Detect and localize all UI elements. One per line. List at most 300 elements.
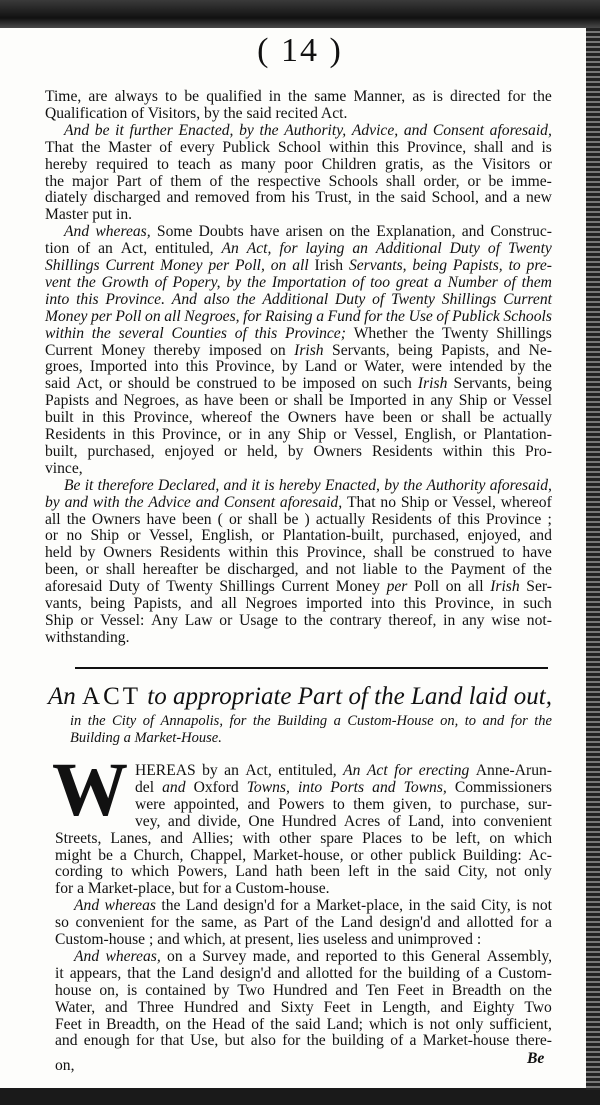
roman-text: or <box>493 392 507 410</box>
roman-text: Land <box>340 914 373 932</box>
roman-text: tion <box>45 240 70 258</box>
roman-text: Poll <box>413 578 440 596</box>
text-line <box>74 948 552 966</box>
italic-text: Fund <box>327 307 361 325</box>
roman-text: Province <box>485 510 542 528</box>
roman-text: Whether <box>353 324 408 342</box>
roman-text: as <box>432 155 446 173</box>
roman-text: a <box>485 964 493 982</box>
text-line <box>45 527 552 545</box>
roman-text: Act, <box>120 240 148 258</box>
roman-text: shall <box>386 172 416 190</box>
roman-text: Part <box>116 172 142 190</box>
roman-text: be <box>431 829 447 847</box>
roman-text: and <box>105 998 128 1016</box>
italic-text: Money <box>45 307 88 325</box>
roman-text: Custom-house ; and which, at present, lies useless and unimproved : <box>55 931 482 948</box>
roman-text: said <box>424 863 450 881</box>
roman-text: Children <box>321 155 377 173</box>
italic-text: Advice <box>148 493 191 511</box>
roman-text: that <box>160 1032 184 1050</box>
roman-text: be <box>205 561 221 579</box>
text-line <box>45 443 552 461</box>
roman-text: been <box>382 409 413 427</box>
roman-text: Negroes <box>245 595 298 612</box>
roman-text: from <box>255 189 286 207</box>
roman-text: and <box>247 795 270 813</box>
roman-text: of <box>387 812 401 830</box>
roman-text: for <box>150 914 169 932</box>
roman-text: Survey <box>202 947 247 965</box>
text-line <box>45 88 552 106</box>
text-line <box>45 240 552 258</box>
italic-text: on <box>145 307 161 325</box>
roman-text: a <box>544 914 552 932</box>
text-line <box>135 779 552 797</box>
roman-text: Feet <box>55 1015 82 1033</box>
italic-text: Shillings <box>45 257 100 274</box>
text-line <box>70 712 552 730</box>
roman-text: discharged, <box>227 561 299 579</box>
italic-text: Servants, <box>348 257 407 274</box>
roman-text: being <box>90 595 126 612</box>
text-line <box>45 511 552 529</box>
roman-text: to <box>439 795 452 813</box>
roman-text: this <box>402 947 425 965</box>
roman-text: built, <box>45 442 78 460</box>
italic-text: further <box>129 121 173 139</box>
italic-text: for <box>243 307 262 325</box>
roman-text: in <box>443 611 456 629</box>
roman-text: Shillings <box>496 324 552 342</box>
italic-text: An <box>343 762 361 779</box>
roman-text: vants, <box>45 595 82 612</box>
italic-text: per <box>386 578 408 596</box>
italic-text: for <box>364 307 383 325</box>
roman-text: only <box>455 1015 484 1033</box>
text-line <box>45 460 552 478</box>
roman-text: or <box>467 172 481 190</box>
roman-text: not <box>532 897 552 915</box>
roman-text: and <box>484 189 508 207</box>
roman-text: this <box>276 544 299 562</box>
text-line <box>45 325 552 343</box>
text-line <box>55 931 552 949</box>
italic-text: therefore <box>97 476 154 494</box>
roman-text: Land <box>185 897 218 915</box>
italic-text: being <box>412 257 448 274</box>
roman-text: that <box>127 964 151 982</box>
roman-text: Master <box>108 138 152 156</box>
italic-text: for <box>510 713 528 729</box>
roman-text: and <box>296 947 320 965</box>
italic-text: for <box>394 762 413 779</box>
roman-text: to <box>284 611 297 629</box>
italic-text: the <box>87 713 106 729</box>
roman-text: imported <box>305 595 363 612</box>
roman-text: Hundred <box>272 981 328 999</box>
roman-text: have <box>522 544 552 562</box>
roman-text: to <box>383 947 396 965</box>
italic-text: by <box>239 121 254 139</box>
roman-text: have <box>249 223 280 241</box>
roman-text: City, <box>458 863 488 881</box>
italic-text: whereas <box>104 897 156 915</box>
roman-text: Vessel <box>512 392 552 410</box>
roman-text: Qualification of Visitors, by the said recited Act. <box>45 104 348 122</box>
roman-text: Servants, <box>332 341 390 359</box>
roman-text: Land; <box>326 1015 363 1033</box>
italic-text: And <box>64 223 90 241</box>
roman-text: vince, <box>45 459 83 477</box>
roman-text: Act, <box>245 762 272 779</box>
roman-text: been <box>310 863 341 881</box>
italic-text: it <box>84 476 94 494</box>
roman-text: the <box>175 914 195 932</box>
roman-text: or <box>261 527 275 545</box>
roman-text: the <box>161 897 181 915</box>
roman-text: not <box>495 863 516 881</box>
roman-text: were <box>135 795 166 813</box>
italic-text: to <box>464 713 477 729</box>
roman-text: the <box>454 155 474 173</box>
roman-text: within <box>442 442 483 460</box>
roman-text: Acres <box>343 812 381 830</box>
roman-text: whereof <box>201 409 253 427</box>
roman-text: Schools <box>328 172 379 190</box>
italic-text: by <box>384 476 399 494</box>
roman-text: all <box>45 510 61 528</box>
roman-text: same, <box>201 914 238 932</box>
roman-text: Doubts <box>198 223 244 241</box>
italic-text: the <box>124 493 144 511</box>
italic-text: aforesaid, <box>279 493 343 511</box>
roman-text: imme- <box>511 172 552 190</box>
roman-text: the <box>187 1015 207 1033</box>
roman-text: within <box>228 544 269 562</box>
roman-text: the <box>303 611 323 629</box>
roman-text: this <box>102 409 125 427</box>
italic-text: on, <box>440 713 459 729</box>
roman-text: new <box>525 189 552 207</box>
roman-text: and <box>190 595 213 612</box>
roman-text: and <box>305 561 329 579</box>
roman-text: Eighty <box>472 998 515 1016</box>
roman-text: Ship <box>458 392 488 410</box>
roman-text: withstanding. <box>45 628 130 646</box>
roman-text: or <box>45 527 58 545</box>
roman-text: to <box>110 863 123 881</box>
roman-text: Feet <box>323 998 351 1016</box>
italic-text: Act, <box>246 240 272 258</box>
roman-text: required <box>96 155 149 173</box>
roman-text: General <box>431 947 481 965</box>
roman-text: for <box>282 1032 301 1050</box>
roman-text: any <box>462 611 485 629</box>
roman-text: Plantation-built, <box>282 527 384 545</box>
roman-text: the <box>230 172 250 190</box>
roman-text: of <box>466 964 480 982</box>
italic-text: the <box>259 121 279 139</box>
roman-text: and <box>497 341 521 359</box>
scan-top-edge <box>0 0 600 30</box>
roman-text: Length, <box>382 998 431 1016</box>
roman-text: groes, <box>45 358 83 376</box>
roman-text: of <box>77 240 91 258</box>
roman-text: Province, <box>306 544 366 562</box>
italic-text: into <box>45 290 70 308</box>
italic-text: the <box>246 273 266 291</box>
italic-text: Additional <box>375 240 442 258</box>
italic-text: Be <box>64 476 81 494</box>
roman-text: Any <box>151 611 178 629</box>
italic-text: Irish <box>294 341 324 359</box>
roman-text: Hundred <box>281 812 337 830</box>
roman-text: the <box>45 172 65 190</box>
roman-text: into <box>154 358 179 376</box>
roman-text: or <box>80 611 94 629</box>
roman-text: entituled, <box>155 240 214 258</box>
roman-text: and <box>160 829 183 847</box>
roman-text: other <box>370 846 403 864</box>
roman-text: by <box>287 442 304 460</box>
italic-text: per <box>91 307 112 325</box>
roman-text: Ser- <box>526 578 552 596</box>
italic-text: And <box>74 897 100 915</box>
roman-text: to <box>156 155 169 173</box>
roman-text: Trust, <box>315 189 352 207</box>
italic-text: Duty <box>449 240 480 258</box>
italic-text: Towns, <box>403 778 447 796</box>
roman-text: a <box>188 947 196 965</box>
italic-text: into <box>297 778 323 796</box>
roman-text: and <box>461 223 485 241</box>
roman-text: given, <box>392 795 432 813</box>
roman-text: Part <box>263 914 289 932</box>
roman-text: the <box>532 88 552 105</box>
roman-text: Streets, <box>55 829 102 847</box>
italic-text: vent <box>45 273 71 291</box>
roman-text: enough <box>83 1032 130 1050</box>
italic-text: Authority, <box>284 121 347 139</box>
roman-text: be <box>184 88 200 105</box>
italic-text: by <box>226 273 242 291</box>
roman-text: That <box>45 138 74 156</box>
italic-text: the <box>252 713 271 729</box>
roman-text: of <box>251 1015 265 1033</box>
italic-text: Declared, <box>157 476 220 494</box>
roman-text: contrary <box>329 611 382 629</box>
roman-text: in <box>248 426 261 443</box>
italic-text: Enacted, <box>178 121 234 139</box>
roman-text: on <box>445 578 462 596</box>
italic-text: Current <box>503 290 552 308</box>
roman-text: been, <box>45 561 79 579</box>
italic-text: this <box>254 324 278 342</box>
roman-text: Shillings <box>219 578 275 596</box>
text-line <box>45 578 552 596</box>
roman-text: shall <box>293 392 323 410</box>
italic-text: Irish <box>490 578 520 596</box>
roman-text: and <box>277 964 300 982</box>
roman-text: Vessel, <box>353 426 398 443</box>
text-line <box>45 139 552 157</box>
italic-text: And <box>171 290 197 308</box>
roman-text: Twenty <box>166 578 213 596</box>
roman-text: Manner, <box>353 88 406 105</box>
roman-text: only <box>524 863 552 881</box>
roman-text: a <box>303 897 311 915</box>
roman-text: the <box>306 1032 326 1050</box>
roman-text: Breadth <box>451 981 502 999</box>
text-line <box>45 392 552 410</box>
roman-text: and <box>166 189 189 207</box>
roman-text: said <box>400 189 426 207</box>
roman-text: Irish <box>314 257 344 274</box>
roman-text: of <box>149 172 163 190</box>
roman-text: Province, <box>161 426 222 443</box>
roman-text: Owners <box>91 510 141 528</box>
roman-text: to <box>404 561 417 579</box>
italic-text: Irish <box>417 375 448 393</box>
roman-text: all <box>221 595 237 612</box>
italic-text: aforesaid, <box>489 121 552 139</box>
roman-text: in <box>357 189 370 207</box>
roman-text: Payment <box>450 561 506 579</box>
roman-text: thereby <box>153 341 201 359</box>
roman-text: removed <box>194 189 250 207</box>
italic-text: is <box>264 476 275 494</box>
text-line <box>45 105 552 123</box>
roman-text: discharged <box>93 189 161 207</box>
italic-text: too <box>370 273 391 291</box>
roman-text: the <box>532 358 552 376</box>
italic-text: Poll <box>115 307 142 325</box>
roman-text: Hundred <box>183 998 239 1016</box>
roman-text: construed <box>196 375 258 393</box>
roman-text: the <box>382 964 402 982</box>
roman-text: so <box>55 914 69 932</box>
roman-text: not- <box>526 611 552 629</box>
roman-text: Water, <box>364 358 405 376</box>
roman-text: a <box>119 846 127 864</box>
italic-text: and <box>372 778 396 796</box>
roman-text: shall <box>248 510 278 528</box>
roman-text: sur- <box>527 795 552 813</box>
roman-text: Construc- <box>490 223 552 241</box>
roman-text: Ship <box>90 527 120 545</box>
roman-text: building <box>408 964 461 982</box>
roman-text: is <box>432 88 443 105</box>
roman-text: Residents <box>371 442 433 460</box>
roman-text: Papists, <box>441 341 490 359</box>
roman-text: Land <box>304 358 337 376</box>
roman-text: teach <box>177 155 211 173</box>
roman-text: the <box>260 409 280 427</box>
roman-text: Land <box>181 964 214 982</box>
roman-text: Papists, <box>133 595 182 612</box>
roman-text: or <box>108 375 122 393</box>
roman-text: design'd <box>223 897 275 915</box>
text-line <box>55 880 552 898</box>
roman-text: convenient <box>483 812 552 830</box>
roman-text: and <box>55 1032 78 1050</box>
roman-text: Lanes, <box>110 829 152 847</box>
roman-text: order, <box>423 172 460 190</box>
roman-text: been <box>239 392 269 410</box>
roman-text: School <box>277 138 322 156</box>
text-line <box>45 206 552 224</box>
italic-text: within <box>45 324 84 342</box>
italic-text: Ports <box>330 778 365 796</box>
italic-text: Shillings <box>441 290 497 308</box>
roman-text: in <box>360 998 373 1016</box>
italic-text: Money <box>160 257 203 274</box>
roman-text: every <box>180 138 215 156</box>
act-title-part: to appropriate Part of the Land laid out, <box>141 683 552 710</box>
roman-text: Feet <box>396 981 424 999</box>
roman-text: Residents <box>371 510 432 528</box>
roman-text: such <box>383 375 412 393</box>
text-line <box>45 426 552 444</box>
roman-text: them <box>353 795 385 813</box>
italic-text: several <box>118 324 164 342</box>
italic-text: of <box>372 290 385 308</box>
italic-text: the <box>91 324 111 342</box>
roman-text: to <box>502 544 515 562</box>
roman-text: Duty <box>108 578 140 596</box>
text-line <box>135 813 552 831</box>
italic-text: And <box>74 947 100 965</box>
roman-text: liable <box>362 561 398 579</box>
roman-text: Building: <box>462 846 522 864</box>
roman-text: which <box>131 863 170 881</box>
roman-text: or <box>434 493 448 511</box>
italic-text: Consent <box>432 121 484 139</box>
italic-text: a <box>434 273 442 291</box>
roman-text: City, <box>481 897 511 915</box>
italic-text: the <box>236 290 256 308</box>
roman-text: Twenty <box>442 324 489 342</box>
text-line <box>70 729 552 747</box>
roman-text: shall <box>441 409 472 427</box>
italic-text: and <box>64 493 88 511</box>
italic-text: Towns, <box>246 778 290 796</box>
roman-text: Plantation- <box>483 426 552 443</box>
roman-text: said <box>45 375 71 393</box>
roman-text: the <box>415 324 435 342</box>
roman-text: many <box>241 155 276 173</box>
text-line <box>135 762 552 780</box>
roman-text: Province, <box>133 409 193 427</box>
roman-text: the <box>270 1015 290 1033</box>
italic-text: it <box>251 476 260 494</box>
act-title-act-word: ACT <box>82 683 142 710</box>
roman-text: or <box>350 846 364 864</box>
italic-text: Province; <box>285 324 346 342</box>
roman-text: Oxford <box>193 778 239 796</box>
roman-text: Imported <box>349 392 407 410</box>
roman-text: in <box>87 1015 101 1033</box>
italic-text: Negroes, <box>184 307 240 325</box>
italic-text: in <box>70 713 82 729</box>
roman-text: Places <box>362 829 402 847</box>
roman-text: Powers <box>278 795 325 813</box>
italic-text: the <box>403 476 423 494</box>
roman-text: in <box>408 897 421 915</box>
roman-text: of <box>438 510 452 528</box>
roman-text: Owners <box>103 544 152 562</box>
